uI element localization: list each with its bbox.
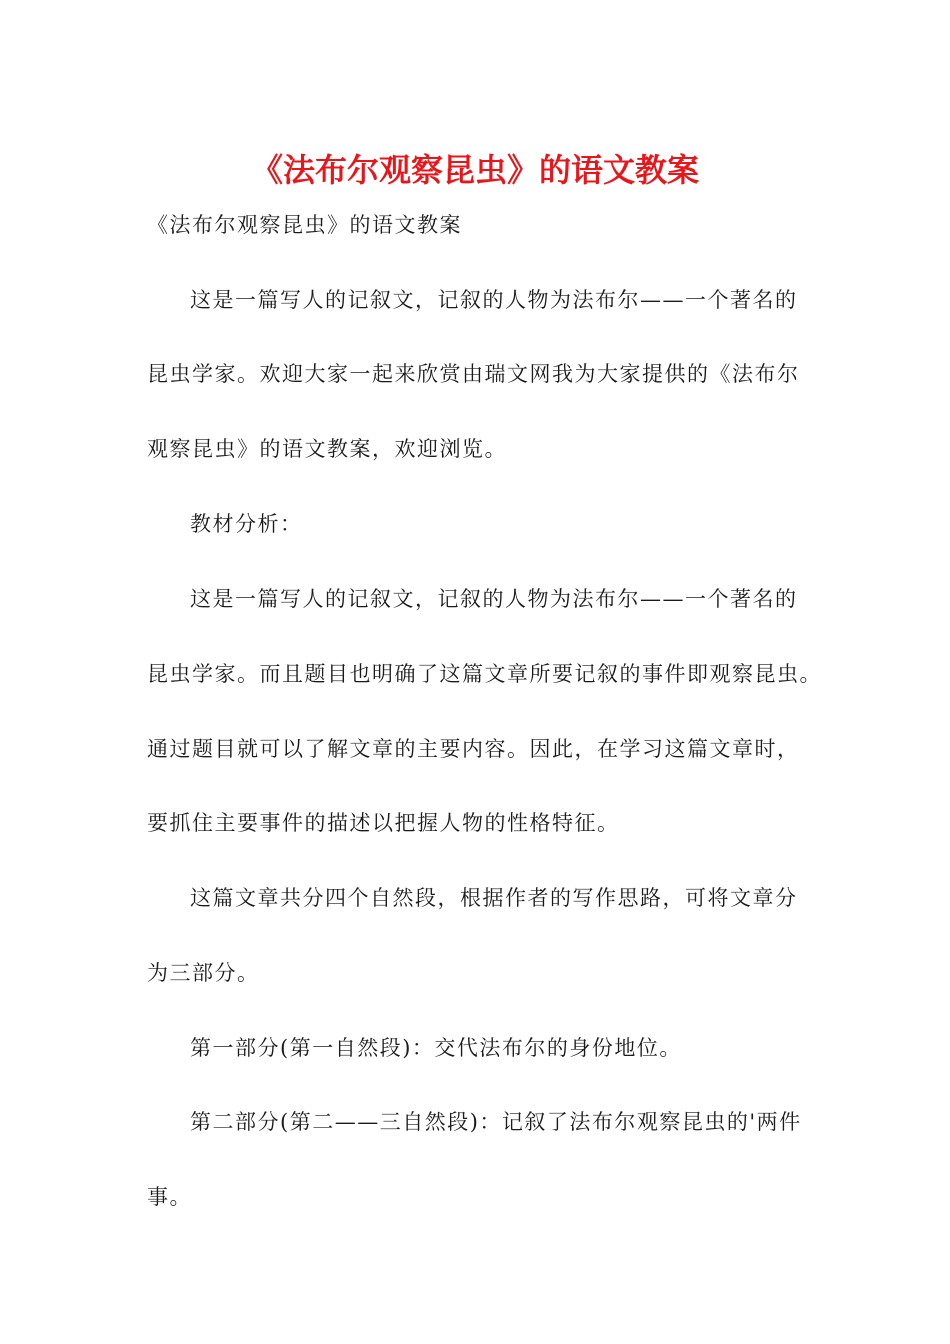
paragraph-line: 这篇文章共分四个自然段，根据作者的写作思路，可将文章分 — [190, 886, 798, 910]
paragraph-line: 为三部分。 — [147, 961, 260, 985]
paragraph-line: 事。 — [147, 1185, 192, 1209]
paragraph-line: 第一部分(第一自然段)：交代法布尔的身份地位。 — [190, 1036, 682, 1060]
section-heading: 教材分析： — [190, 512, 303, 536]
paragraph-line: 观察昆虫》的语文教案，欢迎浏览。 — [147, 437, 507, 461]
paragraph-line: 通过题目就可以了解文章的主要内容。因此，在学习这篇文章时， — [147, 737, 800, 761]
page-title: 《法布尔观察昆虫》的语文教案 — [250, 151, 699, 189]
paragraph-line: 要抓住主要事件的描述以把握人物的性格特征。 — [147, 811, 620, 835]
document-subtitle: 《法布尔观察昆虫》的语文教案 — [147, 213, 462, 237]
paragraph-line: 昆虫学家。而且题目也明确了这篇文章所要记叙的事件即观察昆虫。 — [147, 662, 822, 686]
paragraph-line: 这是一篇写人的记叙文，记叙的人物为法布尔——一个著名的 — [190, 587, 798, 611]
paragraph-line: 第二部分(第二——三自然段)：记叙了法布尔观察昆虫的'两件 — [190, 1110, 802, 1134]
paragraph-line: 昆虫学家。欢迎大家一起来欣赏由瑞文网我为大家提供的《法布尔 — [147, 362, 800, 386]
paragraph-line: 这是一篇写人的记叙文，记叙的人物为法布尔——一个著名的 — [190, 288, 798, 312]
